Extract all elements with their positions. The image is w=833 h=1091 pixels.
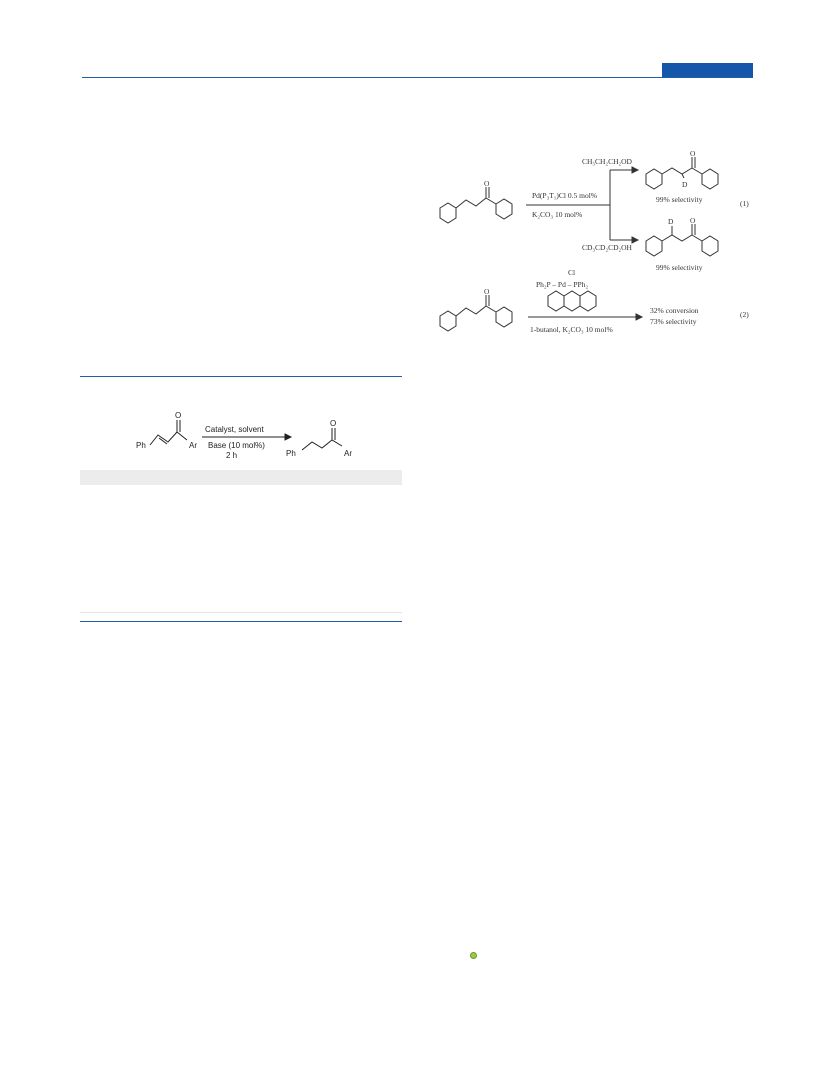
upper-product-d: D <box>682 180 688 189</box>
lower-product-o: O <box>690 216 696 225</box>
upper-product-o: O <box>690 149 696 158</box>
product-ph-label: Ph <box>286 449 296 458</box>
lower-product-d: D <box>668 217 674 226</box>
carbonyl-o-label: O <box>175 411 182 420</box>
green-dot-icon <box>470 952 477 959</box>
header-rule <box>82 77 753 78</box>
table-header-band <box>80 470 402 485</box>
header-tab <box>662 63 753 77</box>
base-label: K₂CO₃ 10 mol% <box>532 210 583 219</box>
eq2-selectivity: 73% selectivity <box>650 317 697 326</box>
product-o-label: O <box>330 419 337 428</box>
eq2-number: (2) <box>740 310 749 319</box>
eq2-carbonyl-o: O <box>484 287 490 296</box>
section-rule-top <box>80 376 402 377</box>
lower-reagent: CD₃CD₂CD₂OH <box>582 243 632 252</box>
reduction-scheme <box>80 390 402 470</box>
catalyst-label: Pd(P₃T₁)Cl 0.5 mol% <box>532 191 598 200</box>
eq1-carbonyl-o: O <box>484 179 490 188</box>
complex-cl: Cl <box>568 268 576 277</box>
upper-reagent: CH₃CH₂CH₂OD <box>582 157 632 166</box>
eq2-conversion: 32% conversion <box>650 306 699 315</box>
eq2-conditions: 1-butanol, K₂CO₃ 10 mol% <box>530 325 613 334</box>
complex-formula: Ph₂P – Pd – PPh₂ <box>536 280 589 289</box>
below-arrow-text-1: Base (10 mol%) <box>208 441 265 450</box>
ph-label: Ph <box>136 441 146 450</box>
table-footer-line <box>80 612 402 613</box>
section-rule-bottom <box>80 621 402 622</box>
product-ar-label: Ar <box>344 449 352 458</box>
upper-selectivity: 99% selectivity <box>656 195 703 204</box>
below-arrow-text-2: 2 h <box>226 451 238 460</box>
ar-label: Ar <box>189 441 197 450</box>
lower-selectivity: 99% selectivity <box>656 263 703 272</box>
deuteration-scheme <box>420 140 760 350</box>
above-arrow-text: Catalyst, solvent <box>205 425 264 434</box>
eq1-number: (1) <box>740 199 749 208</box>
